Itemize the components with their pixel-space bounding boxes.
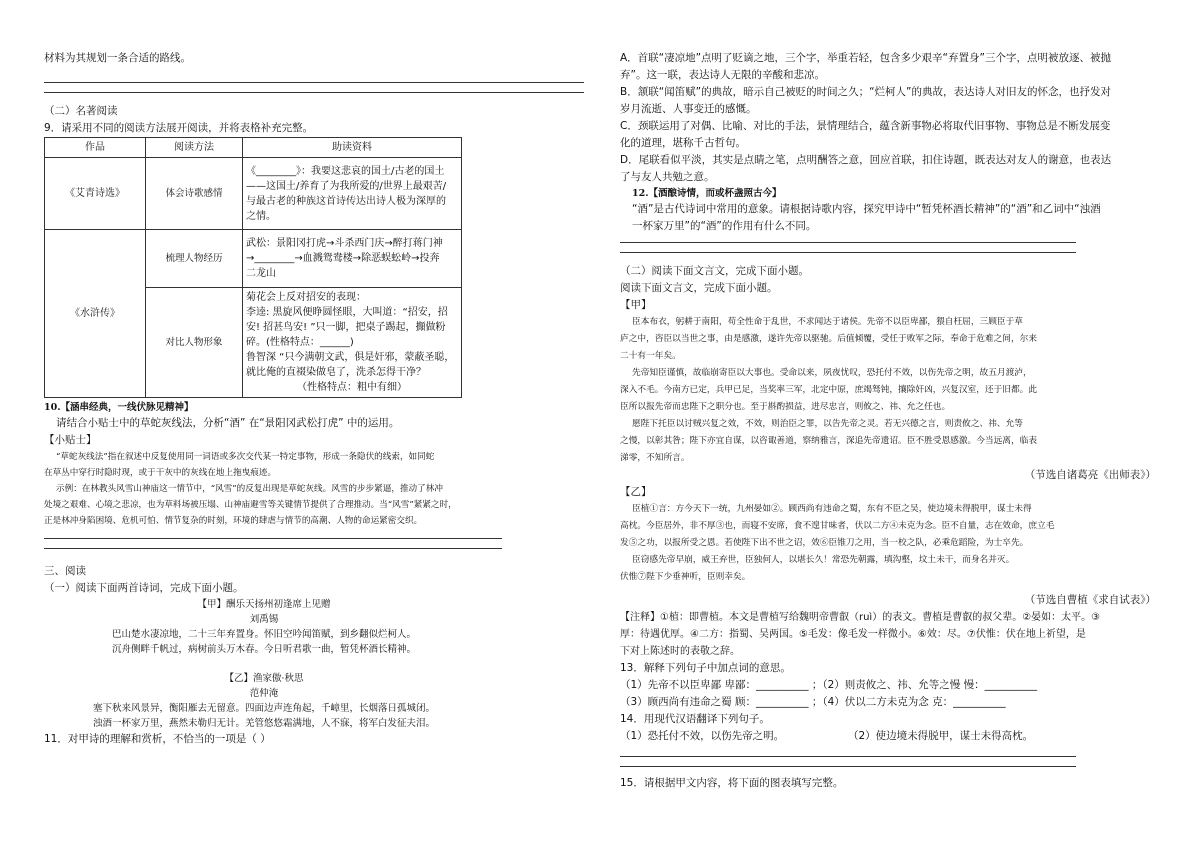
- passage-line: 臣所以报先帝而忠陛下之职分也。至于斟酌损益，进尽忠言，则攸之、祎、允之任也。: [620, 402, 951, 412]
- table-cell-material: [243, 288, 462, 398]
- passage-line: 深入不毛。今南方已定，兵甲已足，当奖率三军，北定中原，庶竭驽钝，攘除奸凶，兴复汉室，还于旧都。此: [620, 385, 1037, 395]
- table-header: 阅读方法: [146, 138, 243, 158]
- section-subheading: 阅读下面文言文，完成下面小题。: [620, 282, 778, 294]
- poem-title: 【乙】渔家傲·秋思: [224, 673, 304, 684]
- question-14: 14．用现代汉语翻译下列句子。: [620, 713, 770, 725]
- tip-line: 在草丛中穿行时隐时现，或于干灰中的灰线在地上拖曳痕迹。: [44, 468, 277, 478]
- notes-line: 厚：待遇优厚。④二方：指蜀、吴两国。⑤毛发：像毛发一样微小。⑥效：尽。⑦伏惟：伏在地上祈望，是: [620, 629, 1086, 640]
- notes-line: 下对上陈述时的表敬之辞。: [620, 646, 740, 657]
- poem-title: 【甲】酬乐天扬州初逢席上见赠: [197, 599, 331, 610]
- passage-line: 臣本布衣，躬耕于南阳，苟全性命于乱世，不求闻达于诸侯。先帝不以臣卑鄙，猥自枉屈，三顾臣于草: [632, 317, 1023, 327]
- question-10: 请结合小贴士中的草蛇灰线法，分析“酒” 在“景阳冈武松打虎” 中的运用。: [56, 417, 400, 429]
- passage-source: （节选自诸葛亮《出师表》）: [1024, 469, 1156, 481]
- question-14-items: [620, 728, 1160, 745]
- passage-jia: [620, 314, 1160, 467]
- passage-line: 伏惟⑦陛下少垂神听，臣则幸矣。: [620, 572, 751, 582]
- poem-yi: [44, 671, 484, 731]
- option-line: 化的道理，堪称千古哲句。: [620, 137, 746, 149]
- answer-line: [620, 765, 1076, 767]
- question-12-title: 12.【酒酿诗情，而或杯盏照古今】: [632, 188, 782, 199]
- passage-yi: [620, 501, 1160, 586]
- poem-line: 塞下秋来风景异，衡阳雁去无留意。四面边声连角起，千嶂里，长烟落日孤城闭。: [92, 703, 435, 714]
- table-cell-work: 《水浒传》: [45, 230, 146, 398]
- option-line: A．首联“凄凉地”点明了贬谪之地，三个字，举重若轻，包含多少艰辛“弃置身”三个字，点明被放逐、被抛: [620, 52, 1111, 64]
- section-heading: （二）名著阅读: [44, 105, 118, 117]
- question-13-item: （1）先帝不以臣卑鄙 卑鄙：__________ ；（2）则责攸之、祎、允等之慢 慢：__________: [620, 679, 1038, 691]
- option-line: 弃”。这一联，表达诗人无限的辛酸和悲凉。: [620, 69, 825, 81]
- tip-box: [44, 449, 584, 529]
- material-line: 《________》：我要这悲哀的国土/古老的国土: [246, 165, 445, 177]
- passage-line: 发⑤之功，以报所受之恩。若使陛下出不世之诏，效⑥臣锥刀之用，当一校之队，必乘危蹈险，为士卒先。: [620, 538, 1029, 548]
- material-line: 之情。: [246, 210, 276, 222]
- poem-line: 浊酒一杯家万里，燕然未勒归无计。羌管悠悠霜满地，人不寐，将军白发征夫泪。: [92, 718, 435, 729]
- material-line: 碎。(性格特点：______): [246, 337, 354, 348]
- poem-author: 范仲淹: [249, 688, 279, 699]
- passage-line: 臣植①言：方今天下一统，九州晏如②。顾西尚有违命之蜀，东有不臣之吴，使边境未得脱甲，谋士未得: [632, 504, 1032, 514]
- table-cell-material: [243, 230, 462, 288]
- question-14-item: （1）恐托付不效，以伤先帝之明。: [620, 730, 785, 742]
- table-header: 作品: [45, 138, 146, 158]
- answer-line: [44, 537, 502, 539]
- passage-line: 涕零，不知所言。: [620, 453, 690, 463]
- answer-line: [620, 755, 1076, 757]
- question-15: 15．请根据甲文内容，将下面的图表填写完整。: [620, 777, 844, 789]
- tip-label: 【小贴士】: [44, 434, 97, 446]
- table-cell-work: 《艾青诗选》: [45, 158, 146, 230]
- table-cell-method: 梳理人物经历: [146, 230, 243, 288]
- passage-source: （节选自曹植《求自试表》）: [1024, 594, 1156, 606]
- question-9: 9．请采用不同的阅读方法展开阅读，并将表格补充完整。: [44, 122, 314, 134]
- passage-label: 【甲】: [620, 299, 652, 311]
- passage-line: 愿陛下托臣以讨贼兴复之效，不效，则治臣之罪，以告先帝之灵。若无兴德之言，则责攸之、祎、允等: [632, 419, 1023, 429]
- material-line: 李逵: 黑旋风便睁圆怪眼，大叫道：“招安，招: [246, 307, 448, 318]
- material-line: 鲁智深 “只今满朝文武，俱是奸邪，蒙蔽圣聪，: [246, 352, 455, 363]
- question-11-options: [620, 50, 1160, 186]
- question-14-item: （2）使边境未得脱甲，谋士未得高枕。: [848, 730, 1034, 742]
- intro-line: 材料为其规划一条合适的路线。: [44, 52, 191, 64]
- material-line: 就比俺的直裰染做皂了，洗杀怎得干净？: [246, 367, 426, 378]
- notes-line: 【注释】①植：即曹植。本文是曹植写给魏明帝曹叡（ruì）的表文。曹植是曹叡的叔父辈。②晏如：太平。③: [620, 612, 1101, 623]
- poem-line: 巴山楚水凄凉地，二十三年弃置身。怀旧空吟闻笛赋，到乡翻似烂柯人。: [111, 629, 416, 640]
- answer-line: [620, 241, 1076, 243]
- table-cell-method: 体会诗歌感情: [146, 158, 243, 230]
- passage-line: 先帝知臣谨慎，故临崩寄臣以大事也。受命以来，夙夜忧叹，恐托付不效，以伤先帝之明，故五月渡泸，: [632, 368, 1032, 378]
- passage-line: 之慢，以彰其咎；陛下亦宜自谋，以咨诹善道，察纳雅言，深追先帝遗诏。臣不胜受恩感激。今当远离，临表: [620, 436, 1037, 446]
- poem-line: 沉舟侧畔千帆过，病树前头万木春。今日听君歌一曲，暂凭杯酒长精神。: [111, 644, 416, 655]
- material-line: 二龙山: [246, 268, 276, 279]
- tip-line: 处境之艰难、心境之悲凉，也为草料场被压塌、山神庙避雪等关键情节提供了合理推动。当“风雪”紧紧之时，: [44, 500, 457, 510]
- passage-label: 【乙】: [620, 486, 652, 498]
- passage-line: 庐之中，咨臣以当世之事，由是感激，遂许先帝以驱驰。后值倾覆，受任于败军之际，奉命于危难之间，尔来: [620, 334, 1037, 344]
- poem-jia: [44, 597, 484, 657]
- tip-line: “草蛇灰线法”指在叙述中反复使用同一词语或多次交代某一特定事物，形成一条隐伏的线索，如同蛇: [56, 452, 435, 462]
- answer-line: [44, 81, 584, 83]
- option-line: 岁月流逝、人事变迁的感慨。: [620, 103, 757, 115]
- right-column: [620, 0, 1160, 792]
- reading-table: [44, 137, 462, 398]
- question-11: 11．对甲诗的理解和赏析，不恰当的一项是（ ）: [44, 733, 271, 745]
- option-line: D．尾联看似平淡，其实是点睛之笔，点明酬答之意，回应首联，扣住诗题，既表达对友人的谢意，也表达: [620, 154, 1112, 166]
- passage-line: 臣窃感先帝早崩，威王弃世，臣独何人，以堪长久！常恐先朝露，填沟壑，坟土未干，而身名并灭。: [632, 555, 1015, 565]
- material-line: →________→血溅鸳鸯楼→除恶蜈蚣岭→投奔: [246, 253, 440, 264]
- answer-line: [44, 547, 502, 549]
- material-line: ——这国土/养育了为我所爱的/世界上最艰苦/: [246, 180, 447, 192]
- material-line: 武松：景阳冈打虎→斗杀西门庆→醉打蒋门神: [246, 238, 443, 249]
- table-header: 助读资料: [243, 138, 462, 158]
- option-line: C．颈联运用了对偶、比喻、对比的手法，景情理结合，蕴含新事物必将取代旧事物、事物总是不断发展变: [620, 120, 1111, 132]
- option-line: 了与友人共勉之意。: [620, 171, 715, 183]
- left-column: [44, 0, 584, 748]
- option-line: B．颔联“闻笛赋”的典故，暗示自己被贬的时间之久；“烂柯人”的典故，表达诗人对旧友的怀念，也抒发对: [620, 86, 1111, 98]
- section-heading: （一）阅读下面两首诗词，完成下面小题。: [44, 582, 244, 594]
- material-line: 与最古老的种族这首诗传达出诗人极为深厚的: [246, 195, 446, 207]
- table-cell-material: [243, 158, 462, 230]
- question-12: “酒”是古代诗词中常用的意象。请根据诗歌内容，探究甲诗中“暂凭杯酒长精神”的“酒”和乙词中“浊酒: [632, 203, 1101, 215]
- question-10-title: 10.【涵串经典，一线伏脉见精神】: [44, 402, 194, 413]
- passage-line: 高枕。今臣居外，非不厚③也，而寝不安席，食不遑甘味者，伏以二方④未克为念。臣不自量，志在效命，庶立毛: [620, 521, 1055, 531]
- material-line: （性格特点：粗中有细）: [297, 382, 407, 393]
- answer-line: [44, 91, 584, 93]
- question-13-item: （3）顾西尚有违命之蜀 顾：__________ ；（4）伏以二方未克为念 克：__________: [620, 696, 1006, 708]
- table-cell-method: 对比人物形象: [146, 288, 243, 398]
- poem-author: 刘禹锡: [249, 614, 279, 625]
- material-line: 安! 招甚鸟安! ”只一脚，把桌子踢起，攧做粉: [246, 322, 446, 333]
- section-heading: 三、阅读: [44, 565, 86, 577]
- tip-line: 示例：在林教头风雪山神庙这一情节中，“风雪”的反复出现是草蛇灰线。风雪的步步紧逼，推动了林冲: [56, 484, 443, 494]
- answer-line: [620, 251, 1076, 253]
- section-heading: （二）阅读下面文言文，完成下面小题。: [620, 265, 809, 277]
- question-13: 13．解释下列句子中加点词的意思。: [620, 662, 791, 674]
- passage-line: 二十有一年矣。: [620, 351, 681, 361]
- question-12: 一杯家万里”的“酒”的作用有什么不同。: [632, 220, 817, 232]
- material-line: 菊花会上反对招安的表现：: [246, 292, 366, 303]
- tip-line: 正是林冲身陷困境、危机可怕、情节复杂的时刻，环境的肆虐与情节的高潮、人物的命运紧密交织。: [44, 516, 423, 526]
